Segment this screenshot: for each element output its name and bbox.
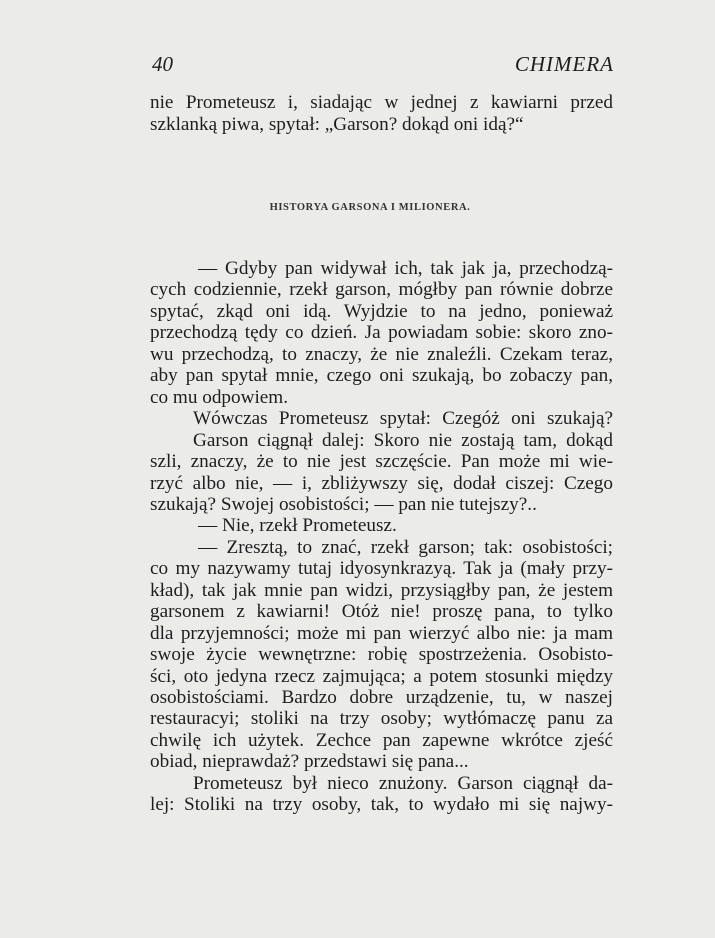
text-line: chwilę ich użytek. Zechce pan zapewne wkrótce zjeść (150, 729, 613, 751)
text-line: Wówczas Prometeusz spytał: Czegóż oni szukają? (193, 408, 613, 430)
text-line: obiad, nieprawdaż? przedstawi się pana... (150, 751, 469, 773)
text-line: co mu odpowiem. (150, 386, 289, 408)
text-line: cych codziennie, rzekł garson, mógłby pan równie dobrze (150, 279, 613, 301)
text-line: aby pan spytał mnie, czego oni szukają, bo zobaczy pan, (150, 365, 613, 387)
text-line: szli, znaczy, że to nie jest szczęście. Pan może mi wie- (150, 451, 613, 473)
text-line: — Zresztą, to znać, rzekł garson; tak: osobistości; (198, 536, 613, 558)
text-line: — Nie, rzekł Prometeusz. (198, 515, 397, 537)
text-line: restauracyi; stoliki na trzy osoby; wytłómaczę panu za (150, 708, 613, 730)
page-number: 40 (152, 52, 173, 76)
text-line: co my nazywamy tutaj idyosynkrazyą. Tak ja (mały przy- (150, 558, 613, 580)
running-title: CHIMERA (514, 52, 614, 76)
text-line: szukają? Swojej osobistości; — pan nie tutejszy?.. (150, 493, 537, 515)
text-line: osobistościami. Bardzo dobre urządzenie, tu, w naszej (150, 687, 613, 708)
text-line: nie Prometeusz i, siadając w jednej z kawiarni przed (150, 92, 613, 113)
text-line: garsonem z kawiarni! Otóż nie! proszę pana, to tylko (150, 601, 613, 623)
text-line: Garson ciągnął dalej: Skoro nie zostają tam, dokąd (193, 429, 613, 451)
text-line: przechodzą tędy co dzień. Ja powiadam sobie: skoro zno- (150, 322, 613, 344)
text-line: szklanką piwa, spytał: „Garson? dokąd oni idą?“ (150, 114, 524, 135)
text-line: Prometeusz był nieco znużony. Garson ciągnął da- (193, 772, 613, 794)
text-line: lej: Stoliki na trzy osoby, tak, to wydało mi się najwy- (150, 794, 613, 816)
section-title: HISTORYA GARSONA I MILIONERA. (269, 202, 471, 213)
text-line: — Gdyby pan widywał ich, tak jak ja, przechodzą- (198, 258, 613, 279)
text-line: rzyć albo nie, — i, zbliżywszy się, dodał ciszej: Czego (150, 472, 613, 494)
text-line: ści, oto jedyna rzecz zajmująca; a potem stosunki między (150, 665, 613, 687)
text-line: kład), tak jak mnie pan widzi, przysiągłby pan, że jestem (150, 579, 613, 601)
text-line: swoje życie wewnętrzne: robię spostrzeżenia. Osobisto- (150, 644, 613, 666)
text-line: wu przechodzą, to znaczy, że nie znaleźli. Czekam teraz, (150, 343, 613, 365)
text-line: spytać, zkąd oni idą. Wyjdzie to na jedno, ponieważ (150, 300, 613, 322)
text-line: dla przyjemności; może mi pan wierzyć albo nie: ja mam (150, 622, 613, 644)
